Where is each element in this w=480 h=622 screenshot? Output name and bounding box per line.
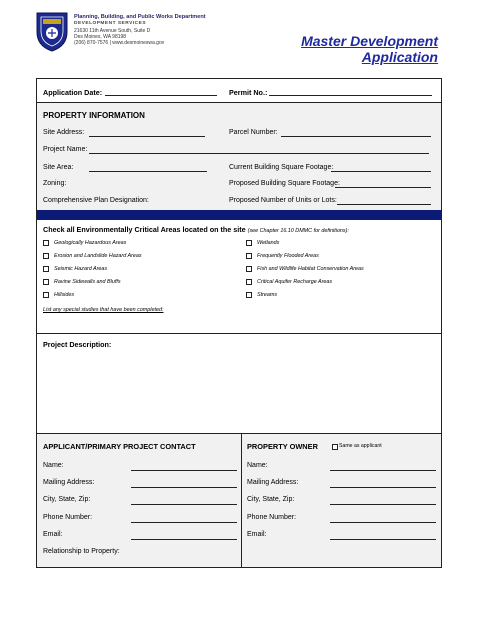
critical-area-label: Hillsides xyxy=(54,292,75,298)
section-separator-band xyxy=(37,210,441,220)
property-information-heading: PROPERTY INFORMATION xyxy=(43,111,145,120)
aquifer-recharge-checkbox[interactable] xyxy=(246,279,252,285)
project-name-label: Project Name: xyxy=(43,146,88,153)
project-name-field[interactable] xyxy=(89,153,429,154)
page-title: Master Development Application xyxy=(301,33,438,65)
proposed-units-label: Proposed Number of Units or Lots: xyxy=(229,197,337,204)
critical-area-label: Geologically Hazardous Areas xyxy=(54,240,127,246)
applicant-heading: APPLICANT/PRIMARY PROJECT CONTACT xyxy=(43,442,196,451)
geologic-hazard-checkbox[interactable] xyxy=(43,240,49,246)
owner-mailing-label: Mailing Address: xyxy=(247,479,299,486)
comp-plan-label: Comprehensive Plan Designation: xyxy=(43,197,149,204)
address-line-1: 21630 11th Avenue South, Suite D xyxy=(74,28,151,34)
contacts-section xyxy=(37,434,441,567)
same-as-applicant-checkbox[interactable] xyxy=(332,444,338,450)
zoning-label: Zoning: xyxy=(43,180,67,187)
proposed-sqft-field[interactable] xyxy=(335,187,431,188)
applicant-phone-field[interactable] xyxy=(131,522,237,523)
hillsides-checkbox[interactable] xyxy=(43,292,49,298)
seismic-hazard-checkbox[interactable] xyxy=(43,266,49,272)
current-sqft-label: Current Building Square Footage: xyxy=(229,164,334,171)
critical-area-label: Critical Aquifer Recharge Areas xyxy=(257,279,333,285)
parcel-number-field[interactable] xyxy=(281,136,431,137)
fish-wildlife-checkbox[interactable] xyxy=(246,266,252,272)
critical-areas-heading-note: (see Chapter 16.10 DMMC for definitions): xyxy=(247,228,349,234)
site-area-label: Site Area: xyxy=(43,164,74,171)
critical-area-label: Wetlands xyxy=(257,240,280,246)
address-line-2: Des Moines, WA 98198 xyxy=(74,34,127,40)
site-address-field[interactable] xyxy=(89,136,205,137)
permit-no-label: Permit No.: xyxy=(229,88,268,97)
wetlands-checkbox[interactable] xyxy=(246,240,252,246)
critical-areas-heading-text: Check all Environmentally Critical Areas located on the site xyxy=(43,225,246,234)
streams-checkbox[interactable] xyxy=(246,292,252,298)
property-information-section xyxy=(37,103,441,210)
owner-phone-field[interactable] xyxy=(330,522,436,523)
erosion-landslide-checkbox[interactable] xyxy=(43,253,49,259)
applicant-email-field[interactable] xyxy=(131,539,237,540)
applicant-mailing-field[interactable] xyxy=(131,487,237,488)
proposed-units-field[interactable] xyxy=(337,204,431,205)
owner-name-label: Name: xyxy=(247,462,268,469)
critical-area-label: Ravine Sidewalls and Bluffs xyxy=(54,279,121,285)
city-seal-logo xyxy=(34,10,70,52)
critical-area-label: Frequently Flooded Areas xyxy=(257,253,319,259)
applicant-phone-label: Phone Number: xyxy=(43,514,93,521)
ravine-bluffs-checkbox[interactable] xyxy=(43,279,49,285)
application-date-label: Application Date: xyxy=(43,88,103,97)
project-description-field[interactable] xyxy=(41,351,437,431)
critical-areas-section xyxy=(37,220,441,333)
owner-email-field[interactable] xyxy=(330,539,436,540)
special-studies-label: List any special studies that have been completed: xyxy=(43,307,164,313)
application-form xyxy=(36,78,442,568)
flooded-areas-checkbox[interactable] xyxy=(246,253,252,259)
applicant-name-label: Name: xyxy=(43,462,64,469)
same-as-applicant-label: Same as applicant xyxy=(339,443,382,449)
owner-email-label: Email: xyxy=(247,531,267,538)
contact-line: (206) 870-7576 | www.desmoineswa.gov xyxy=(74,40,165,46)
owner-heading: PROPERTY OWNER xyxy=(247,442,318,451)
critical-area-label: Erosion and Landslide Hazard Areas xyxy=(54,253,142,259)
critical-area-label: Fish and Wildlife Habitat Conservation Areas xyxy=(257,266,364,272)
owner-phone-label: Phone Number: xyxy=(247,514,297,521)
application-date-field[interactable] xyxy=(105,95,217,96)
site-address-label: Site Address: xyxy=(43,129,85,136)
parcel-number-label: Parcel Number: xyxy=(229,129,278,136)
critical-area-label: Streams xyxy=(257,292,278,298)
applicant-email-label: Email: xyxy=(43,531,63,538)
critical-areas-heading xyxy=(43,225,349,234)
applicant-city-field[interactable] xyxy=(131,504,237,505)
owner-mailing-field[interactable] xyxy=(330,487,436,488)
owner-city-field[interactable] xyxy=(330,504,436,505)
applicant-name-field[interactable] xyxy=(131,470,237,471)
site-area-field[interactable] xyxy=(89,171,207,172)
applicant-relationship-label: Relationship to Property: xyxy=(43,548,120,555)
permit-no-field[interactable] xyxy=(269,95,432,96)
owner-city-label: City, State, Zip: xyxy=(247,496,295,503)
column-divider xyxy=(241,434,242,567)
owner-name-field[interactable] xyxy=(330,470,436,471)
applicant-mailing-label: Mailing Address: xyxy=(43,479,95,486)
divider xyxy=(37,333,441,334)
current-sqft-field[interactable] xyxy=(331,171,431,172)
critical-area-label: Seismic Hazard Areas xyxy=(54,266,108,272)
department-name: Planning, Building, and Public Works Department xyxy=(74,14,206,20)
project-description-label: Project Description: xyxy=(43,340,112,349)
applicant-city-label: City, State, Zip: xyxy=(43,496,91,503)
division-name: DEVELOPMENT SERVICES xyxy=(74,21,147,26)
proposed-sqft-label: Proposed Building Square Footage: xyxy=(229,180,340,187)
